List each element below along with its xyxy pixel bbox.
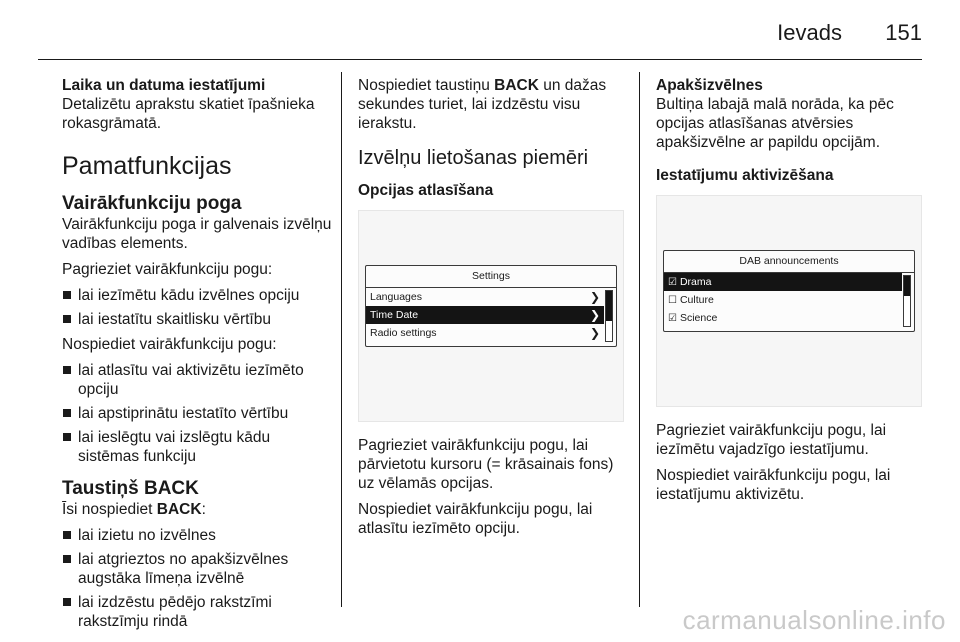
column-1 [62,76,332,637]
running-header-title: Ievads [777,20,842,45]
column-2 [358,76,626,545]
dab-screen [663,250,915,332]
scrollbar[interactable] [903,275,911,327]
rotate-intro: Pagrieziet vairākfunkciju pogu: [62,261,273,278]
settings-screenshot [358,210,624,422]
back-hold-text-post: un dažas sekundes turiet, lai izdzēstu visu ierakstu. [358,77,607,132]
list-item: lai ieslēgtu vai izslēgtu kādu sistēmas funkciju [62,428,332,466]
paragraph-back-hold [358,76,626,133]
back-list [62,526,332,631]
screen-title: DAB announcements [664,251,914,273]
section-heading: Pamatfunkcijas [62,152,232,180]
chevron-right-icon: ❯ [589,290,600,304]
option-drama[interactable] [664,273,902,291]
subheading-activate-settings: Iestatījumu aktivizēšana [656,167,834,184]
checkbox-icon: ☑ [668,277,677,288]
rotate-list [62,286,332,329]
paragraph-press-select: Nospiediet vairākfunkciju pogu, lai atlasītu iezīmēto opciju. [358,501,593,537]
header-divider [38,59,922,60]
option-label: Drama [679,276,712,288]
paragraph-submenus: Bultiņa labajā malā norāda, ka pēc opcijas atlasīšanas atvērsies apakšizvēlne ar papildu opcijām. [656,96,894,151]
paragraph-rotate-highlight: Pagrieziet vairākfunkciju pogu, lai iezīmētu vajadzīgo iestatījumu. [656,422,887,458]
settings-screen [365,265,617,347]
column-divider-1 [341,72,342,607]
menu-item-label: Radio settings [370,327,437,339]
press-intro: Nospiediet vairākfunkciju pogu: [62,336,277,353]
chevron-right-icon: ❯ [589,308,600,322]
back-keyword: BACK [494,77,539,94]
back-hold-text-pre: Nospiediet taustiņu [358,77,495,94]
checkbox-icon: ☐ [668,295,677,306]
menu-item-label: Time Date [370,309,419,321]
subheading-submenus: Apakšizvēlnes [656,77,763,94]
list-item: lai izietu no izvēlnes [62,526,332,545]
paragraph-rotate-cursor: Pagrieziet vairākfunkciju pogu, lai pārvietotu kursoru (= krāsainais fons) uz vēlamās opcijas. [358,437,614,492]
back-keyword: BACK [156,501,202,518]
scrollbar-thumb[interactable] [606,291,612,321]
dab-screenshot [656,195,922,407]
scrollbar-thumb[interactable] [904,276,910,296]
option-culture[interactable] [664,291,902,309]
chevron-right-icon: ❯ [589,326,600,340]
heading-multifunction-knob: Vairākfunkciju poga [62,193,242,214]
option-science[interactable] [664,309,902,327]
heading-menu-examples: Izvēlņu lietošanas piemēri [358,147,589,169]
heading-back-button: Taustiņš BACK [62,478,199,499]
back-intro-text: Īsi nospiediet [62,501,157,518]
column-3 [656,76,922,511]
watermark: carmanualsonline.info [682,605,946,635]
list-item: lai iezīmētu kādu izvēlnes opciju [62,286,332,305]
menu-item-languages[interactable] [366,288,604,306]
page-number: 151 [885,20,922,45]
checkbox-icon: ☑ [668,313,677,324]
scrollbar[interactable] [605,290,613,342]
subheading-option-select: Opcijas atlasīšana [358,182,494,199]
option-label: Science [679,312,718,324]
option-label: Culture [679,294,714,306]
paragraph-time-date: Detalizētu aprakstu skatiet īpašnieka rokasgrāmatā. [62,96,315,132]
screen-title: Settings [366,266,616,288]
menu-item-time-date[interactable] [366,306,604,324]
back-intro [62,500,332,519]
menu-item-label: Languages [370,291,422,303]
paragraph-press-activate: Nospiediet vairākfunkciju pogu, lai iestatījumu aktivizētu. [656,467,891,503]
press-list [62,361,332,466]
subheading-time-date: Laika un datuma iestatījumi [62,77,266,94]
list-item: lai iestatītu skaitlisku vērtību [62,310,332,329]
menu-item-radio-settings[interactable] [366,324,604,342]
list-item: lai apstiprinātu iestatīto vērtību [62,404,332,423]
back-intro-colon: : [201,501,206,518]
column-divider-2 [639,72,640,607]
list-item: lai atlasītu vai aktivizētu iezīmēto opciju [62,361,332,399]
paragraph-multifunction: Vairākfunkciju poga ir galvenais izvēlņu vadības elements. [62,216,332,252]
list-item: lai izdzēstu pēdējo rakstzīmi rakstzīmju rindā [62,593,332,631]
list-item: lai atgrieztos no apakšizvēlnes augstāka līmeņa izvēlnē [62,550,332,588]
